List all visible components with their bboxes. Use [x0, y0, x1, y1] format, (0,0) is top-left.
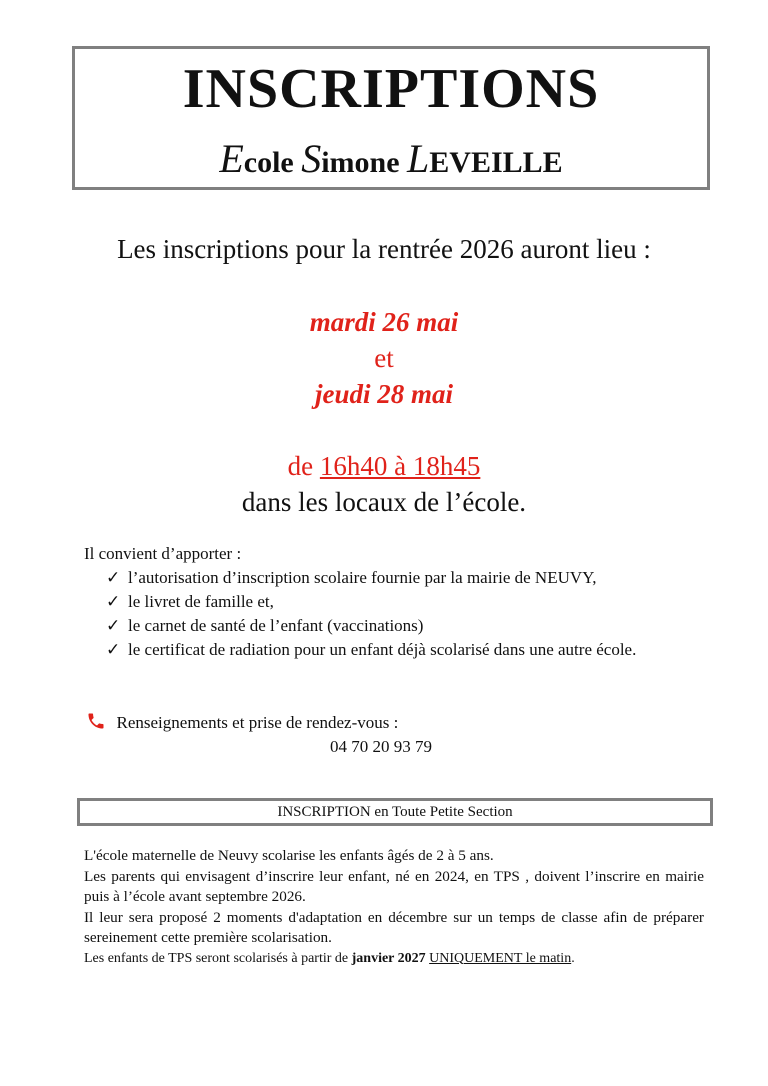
- page-title: INSCRIPTIONS: [182, 58, 600, 120]
- school-name: [75, 135, 707, 182]
- contact-line: [86, 710, 686, 735]
- hours-place: dans les locaux de l’école.: [241, 487, 527, 517]
- list-item-text: l’autorisation d’inscription scolaire fournie par la mairie de NEUVY,: [128, 568, 597, 587]
- list-item: [106, 590, 704, 614]
- tps-paragraph-2: Les parents qui envisagent d’inscrire leur enfant, né en 2024, en TPS , doivent l’inscrire en mairie puis à l’école avant septembre 2026.: [84, 867, 704, 905]
- check-icon: ✓: [106, 616, 121, 635]
- date-first: mardi 26 mai: [309, 307, 459, 337]
- lead-text: Les inscriptions pour la rentrée 2026 auront lieu :: [117, 234, 651, 264]
- tps-text: [84, 846, 704, 969]
- bring-section: [84, 542, 704, 662]
- tps-paragraph-4: [84, 949, 704, 970]
- hours-prefix: de: [287, 451, 314, 481]
- school-initial-l: L: [407, 136, 430, 181]
- check-icon: ✓: [106, 592, 121, 611]
- bring-list: [84, 566, 704, 662]
- school-word-eveille: EVEILLE: [429, 146, 563, 179]
- school-initial-e: E: [219, 136, 244, 181]
- date-joiner: et: [374, 343, 394, 373]
- tps-paragraph-1: L'école maternelle de Neuvy scolarise les enfants âgés de 2 à 5 ans.: [84, 847, 494, 864]
- school-word-cole: cole: [243, 146, 294, 179]
- check-icon: ✓: [106, 568, 121, 587]
- hours-range: 16h40 à 18h45: [319, 451, 481, 481]
- list-item: [106, 638, 704, 662]
- check-icon: ✓: [106, 640, 121, 659]
- list-item: [106, 566, 704, 590]
- contact-section: [86, 710, 686, 759]
- phone-icon: [86, 712, 111, 732]
- tps-p4-end: .: [571, 950, 575, 966]
- school-word-imone: imone: [321, 146, 400, 179]
- tps-p4-a: Les enfants de TPS seront scolarisés à partir de: [84, 950, 352, 966]
- contact-label: Renseignements et prise de rendez-vous :: [116, 713, 399, 732]
- list-item-text: le certificat de radiation pour un enfant déjà scolarisé dans une autre école.: [128, 640, 637, 659]
- list-item-text: le livret de famille et,: [128, 592, 274, 611]
- hours-line: [0, 448, 768, 484]
- tps-heading-box: [77, 798, 713, 826]
- dates-block: [0, 304, 768, 412]
- list-item: [106, 614, 704, 638]
- tps-heading-rest: en Toute Petite Section: [374, 804, 513, 820]
- title-box: [72, 46, 710, 190]
- bring-intro: Il convient d’apporter :: [84, 544, 242, 563]
- tps-paragraph-3: Il leur sera proposé 2 moments d'adaptation en décembre sur un temps de classe afin de préparer sereinement cette première scolarisation.: [84, 908, 704, 946]
- tps-p4-only-morning: UNIQUEMENT le matin: [429, 950, 572, 966]
- tps-p4-date: janvier 2027: [351, 950, 426, 966]
- hours-block: [0, 448, 768, 520]
- school-initial-s: S: [301, 136, 322, 181]
- list-item-text: le carnet de santé de l’enfant (vaccinations): [128, 616, 424, 635]
- tps-heading-bold: INSCRIPTION: [277, 804, 371, 820]
- phone-number: 04 70 20 93 79: [330, 737, 432, 756]
- date-second: jeudi 28 mai: [314, 379, 453, 409]
